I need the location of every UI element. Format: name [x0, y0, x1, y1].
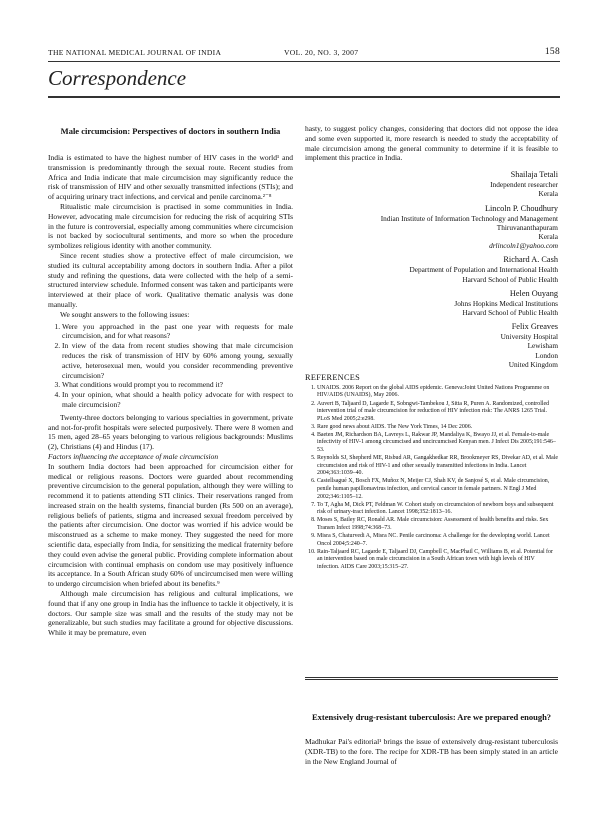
author-name: Lincoln P. Choudhury [484, 203, 558, 213]
letter1-paragraph: India is estimated to have the highest number of HIV cases in the world¹ and transmission is predominantly through the sexual route. Recent studies from Africa and India indicate that male circumcision may significantly reduce the risk of transmission of HIV and other sexually transmitted infections (STIs); and of acquiring urinary tract infections, and cervical and penile carcinoma.²⁻⁸ [48, 153, 293, 202]
question-item: 4. In your opinion, what should a health policy advocate for with respect to male circumcision? [62, 390, 293, 410]
reference-item: 2. Auvert B, Taljaard D, Lagarde E, Sobngwi-Tambekou J, Sitta R, Puren A. Randomized, controlled intervention trial of male circumcision for reduction of HIV infection risk: The ANRS 1265 Trial. PLoS Med 2005;2:e298. [317, 401, 558, 424]
author-affiliation: United Kingdom [508, 359, 558, 369]
author-affiliation: Kerala [538, 232, 558, 241]
reference-item: 5. Reynolds SJ, Shepherd ME, Risbud AR, Gangakhedkar RR, Brookmeyer RS, Divekar AD, et al. Male circumcision and risk of HIV-1 and other sexually transmitted infections in India. Lancet 2004;363:1039–40. [317, 455, 558, 478]
author-block [305, 321, 558, 369]
letter2-title: Extensively drug-resistant tuberculosis: Are we prepared enough? [311, 712, 552, 722]
letter-separator [305, 677, 558, 680]
author-block [305, 288, 558, 317]
author-name: Felix Greaves [511, 322, 558, 332]
header-rule [48, 61, 560, 62]
reference-item: 10. Rain-Taljaard RC, Lagarde E, Taljaard DJ, Campbell C, MacPhail C, Williams B, et al. Potential for an intervention based on male circumcision in a South African town with high levels of HIV infection. AIDS Care 2003;15:315–27. [317, 549, 558, 572]
letter1-paragraph: In southern India doctors had been approached for circumcision either for medical or religious reasons. Doctors were guarded about recommending preventive circumcision to the general population, although they were willing to recommend it to patients attending STI clinics. Their reservations ranged from increased strain on the health systems, financial burden (Rs 500 on an average), religious beliefs of patients, stigma and increased sexual freedom perceived by the patients after circumcision. One doctor was worried if his advice would be misconstrued as a scheme to make money. They suggested the need for more scientific data, especially from India, for sensitizing the medical fraternity before they could even advise the general public. Providing complete information about circumcision with continual emphasis on condom use may positively influence its acceptance. In a South African study 60% of uncircumcised men were willing to undergo circumcision when briefed about its benefits.⁹ [48, 461, 293, 589]
author-affiliation: Harvard School of Public Health [462, 308, 558, 318]
author-affiliation: Lewisham [527, 341, 558, 351]
letter1-paragraph: Twenty-three doctors belonging to various specialties in government, private and not-for-profit hospitals were selected purposively. There were 8 women and 15 men, aged 28–65 years belonging to various religious backgrounds: Muslims (2), Christians (4) and Hindus (17). [48, 412, 293, 452]
reference-list [305, 385, 558, 572]
author-block [305, 203, 558, 251]
letter2 [305, 712, 558, 766]
letter1-paragraph: We sought answers to the following issues: [60, 309, 190, 319]
question-list [48, 322, 293, 410]
letter1-paragraph: Ritualistic male circumcision is practised in some communities in India. However, advocating male circumcision for reducing the risk of acquiring STIs in the future is controversial, especially among communities where circumcision is not backed by sociocultural sentiments, and more so when the procedure symbolizes religious identity with another community. [48, 201, 293, 251]
author-block [305, 169, 558, 198]
letter1-subheading: Factors influencing the acceptance of male circumcision [48, 451, 219, 461]
running-header [48, 48, 560, 62]
author-affiliation: Independent researcher [490, 180, 558, 190]
section-title: Correspondence [48, 66, 187, 90]
reference-item: 3. Rare good news about AIDS. The New York Times, 14 Dec 2006. [317, 424, 558, 432]
journal-name: THE NATIONAL MEDICAL JOURNAL OF INDIA [48, 48, 222, 57]
author-email: drlincoln1@yahoo.com [489, 241, 558, 251]
author-affiliation: Harvard School of Public Health [462, 274, 558, 284]
author-affiliation: Thiruvananthapuram [496, 222, 558, 232]
letter2-paragraph: Madhukar Pai's editorial¹ brings the issue of extensively drug-resistant tuberculosis (XDR-TB) to the fore. The recipe for XDR-TB has been simply stated in an article in the New England Journal of [305, 737, 558, 766]
reference-item: 7. To T, Agha M, Dick PT, Feldman W. Cohort study on circumcision of newborn boys and subsequent risk of urinary-tract infection. Lancet 1998;352:1813–16. [317, 502, 558, 517]
left-column [48, 126, 293, 638]
author-affiliation: Johns Hopkins Medical Institutions [454, 298, 558, 308]
author-name: Richard A. Cash [503, 255, 558, 265]
question-item: 3. What conditions would prompt you to recommend it? [62, 380, 293, 390]
reference-item: 4. Baeten JM, Richardson BA, Lavreys L, Rakwar JP, Mandaliya K, Bwayo JJ, et al. Female-to-male infectivity of HIV-1 among circumcised and uncircumcised Kenyan men. J Infect Dis 2005;191:546–53. [317, 432, 558, 455]
section-rule [48, 96, 560, 98]
author-affiliation: Kerala [538, 189, 558, 199]
author-affiliation: Indian Institute of Information Technology and Management [380, 213, 558, 223]
author-affiliation: London [535, 350, 558, 360]
letter1-paragraph: Although male circumcision has religious and cultural implications, we found that if any one group in India has the influence to tackle it objectively, it is doctors. Our sample size was small and the results of the study may not be generalizable, but such studies may facilitate a ground for objective discussions. While it may be premature, even [48, 589, 293, 638]
letter1-title: Male circumcision: Perspectives of doctors in southern India [60, 126, 281, 136]
author-name: Shailaja Tetali [510, 170, 558, 180]
volume-info: VOL. 20, NO. 3, 2007 [284, 48, 359, 57]
reference-item: 8. Moses S, Bailey RC, Ronald AR. Male circumcision: Assessment of health benefits and risks. Sex Transm Infect 1998;74:368–73. [317, 517, 558, 532]
question-item: 1. Were you approached in the past one year with requests for male circumcision, and for what reasons? [62, 322, 293, 342]
author-affiliation: Department of Population and International Health [409, 265, 558, 275]
author-name: Helen Ouyang [509, 288, 558, 298]
question-item: 2. In view of the data from recent studies showing that male circumcision reduces the risk of transmission of HIV by 60% among young, sexually active, heterosexual men, would you consider recommending preventive circumcision? [62, 341, 293, 380]
reference-item: 1. UNAIDS. 2006 Report on the global AIDS epidemic. Geneva:Joint United Nations Programme on HIV/AIDS (UNAIDS), May 2006. [317, 385, 558, 400]
references-heading: REFERENCES [305, 373, 361, 383]
right-column [305, 124, 558, 572]
letter1-paragraph: Since recent studies show a protective effect of male circumcision, we studied its cultural acceptability among doctors in southern India. After a pilot study and refining the questions, data were collected with the help of a semi-structured interview schedule. Informed consent was taken and participants were interviewed at their place of work. Qualitative thematic analysis was done manually. [48, 250, 293, 309]
page-number: 158 [544, 47, 560, 57]
author-affiliation: University Hospital [500, 332, 558, 342]
letter1-paragraph: hasty, to suggest policy changes, considering that doctors did not oppose the idea and some even supported it, more research is needed to study the acceptability of male circumcision among the general community to determine if it is feasible to implement this practice in India. [305, 124, 558, 163]
reference-item: 6. Castellsagué X, Bosch FX, Muñoz N, Meijer CJ, Shah KV, de Sanjosé S, et al. Male circumcision, penile human papillomavirus infection, and cervical cancer in female partners. N Engl J Med 2002;346:1105–12. [317, 478, 558, 501]
author-block [305, 254, 558, 283]
reference-item: 9. Misra S, Chaturvedi A, Misra NC. Penile carcinoma: A challenge for the developing world. Lancet Oncol 2004;5:240–7. [317, 533, 558, 548]
